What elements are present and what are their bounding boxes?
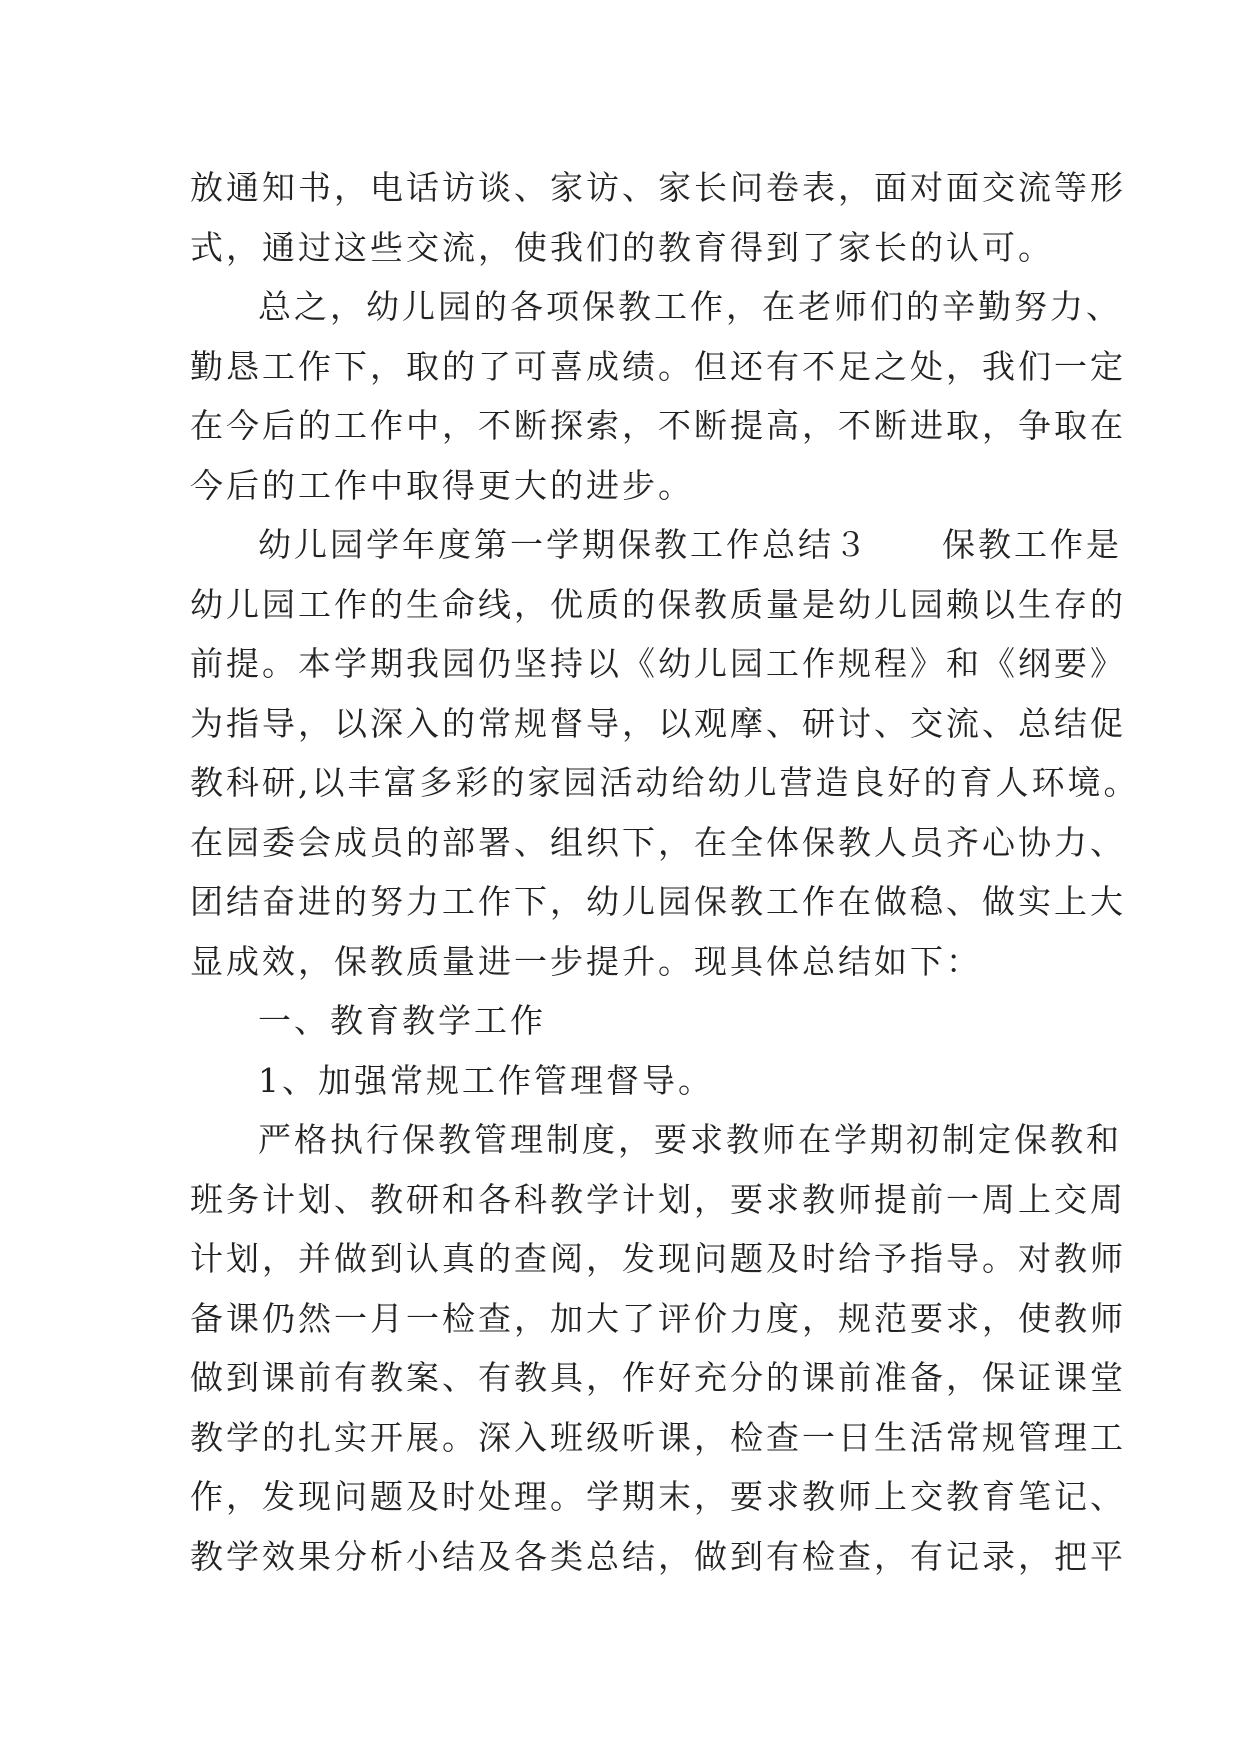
text-line: 备课仍然一月一检查，加大了评价力度，规范要求，使教师: [190, 1298, 1126, 1338]
text-line: 班务计划、教研和各科教学计划，要求教师提前一周上交周: [190, 1179, 1126, 1219]
text-line: 为指导，以深入的常规督导，以观摩、研讨、交流、总结促: [190, 703, 1126, 743]
text-line: 放通知书，电话访谈、家访、家长问卷表，面对面交流等形: [190, 168, 1126, 207]
document-body: [190, 158, 1140, 1586]
text-line: 严格执行保教管理制度，要求教师在学期初制定保教和: [258, 1120, 1122, 1159]
text-line: 1、加强常规工作管理督导。: [258, 1060, 714, 1100]
text-line: 勤恳工作下，取的了可喜成绩。但还有不足之处，我们一定: [190, 346, 1126, 386]
text-line: 幼儿园学年度第一学期保教工作总结３ 保教工作是: [258, 525, 1122, 564]
text-line: 作，发现问题及时处理。学期末，要求教师上交教育笔记、: [190, 1477, 1126, 1516]
text-line: 教学效果分析小结及各类总结，做到有检查，有记录，把平: [190, 1536, 1126, 1576]
text-line: 教科研,以丰富多彩的家园活动给幼儿营造良好的育人环境。: [190, 763, 1140, 802]
text-line: 在今后的工作中，不断探索，不断提高，不断进取，争取在: [190, 406, 1126, 445]
text-line: 团结奋进的努力工作下，幼儿园保教工作在做稳、做实上大: [190, 882, 1126, 921]
text-line: 教学的扎实开展。深入班级听课，检查一日生活常规管理工: [190, 1417, 1126, 1457]
text-line: 式，通过这些交流，使我们的教育得到了家长的认可。: [190, 227, 1054, 267]
text-line: 幼儿园工作的生命线，优质的保教质量是幼儿园赖以生存的: [190, 584, 1126, 624]
text-line: 总之，幼儿园的各项保教工作，在老师们的辛勤努力、: [258, 287, 1122, 326]
text-line: 前提。本学期我园仍坚持以《幼儿园工作规程》和《纲要》: [190, 644, 1126, 683]
text-line: 一、教育教学工作: [258, 1001, 546, 1040]
text-line: 显成效，保教质量进一步提升。现具体总结如下：: [190, 941, 982, 981]
text-line: 在园委会成员的部署、组织下，在全体保教人员齐心协力、: [190, 822, 1126, 862]
text-line: 计划，并做到认真的查阅，发现问题及时给予指导。对教师: [190, 1239, 1126, 1278]
text-line: 做到课前有教案、有教具，作好充分的课前准备，保证课堂: [190, 1358, 1126, 1397]
text-line: 今后的工作中取得更大的进步。: [190, 465, 694, 505]
